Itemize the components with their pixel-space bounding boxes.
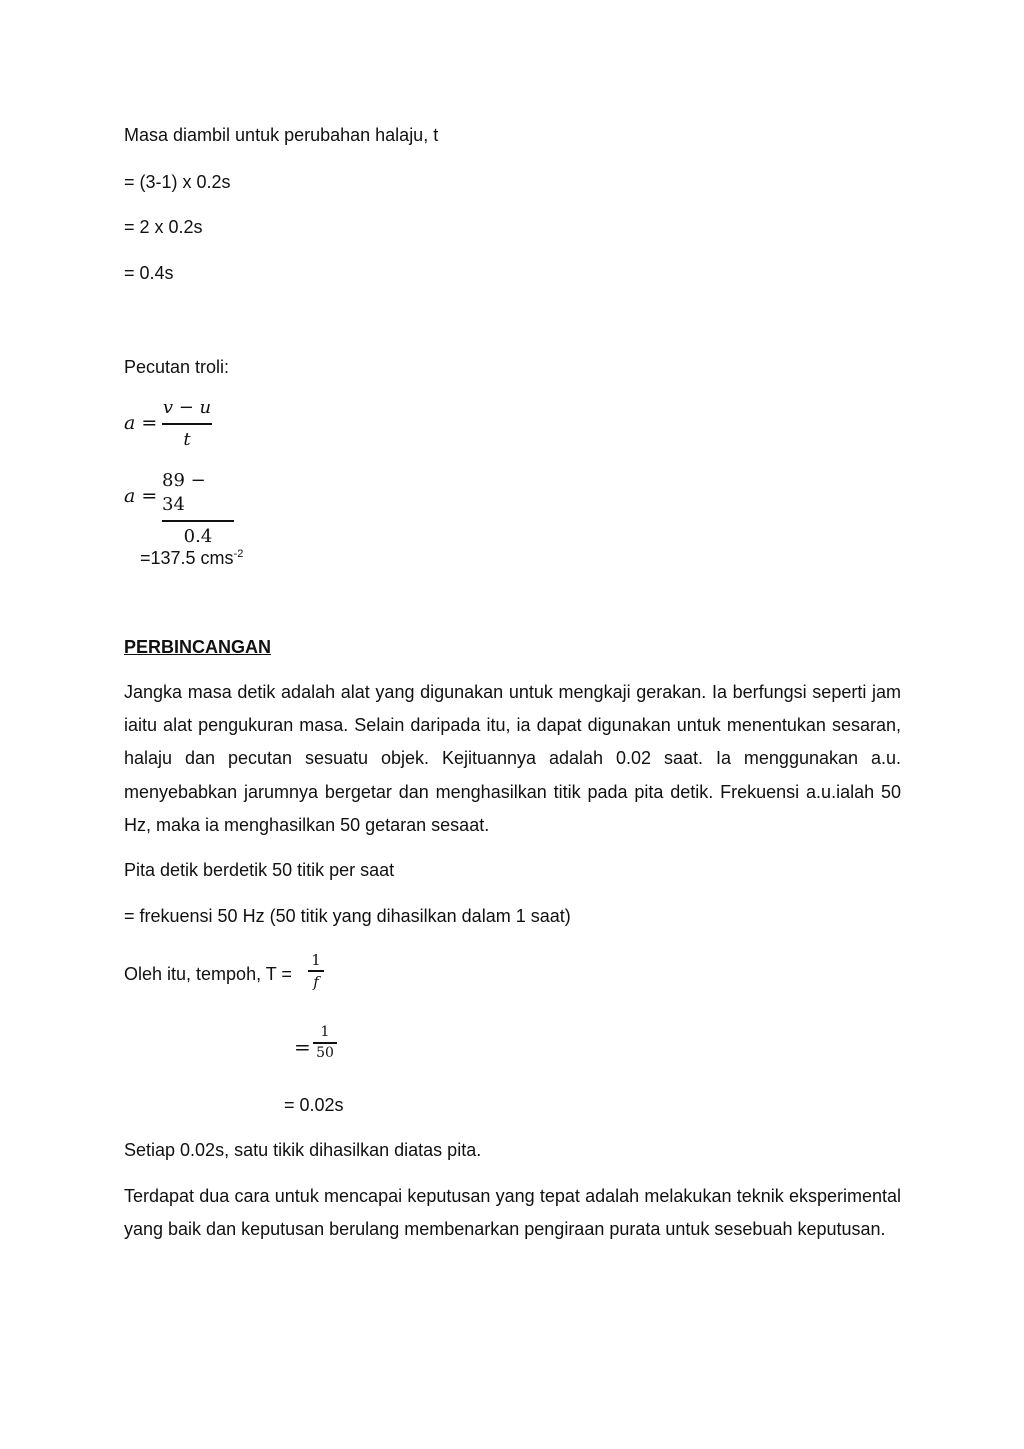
time-step-2: = 2 x 0.2s bbox=[124, 217, 203, 237]
period-fraction-1 bbox=[308, 951, 324, 991]
eq1-fraction bbox=[162, 396, 212, 452]
period-frac1-numerator: 1 bbox=[311, 951, 321, 969]
acceleration-value: =137.5 cms bbox=[140, 548, 234, 568]
eq2-fraction bbox=[162, 469, 234, 549]
period-frac2-numerator: 1 bbox=[320, 1024, 330, 1040]
time-result: = 0.4s bbox=[124, 263, 174, 283]
time-label: Masa diambil untuk perubahan halaju, t bbox=[124, 125, 439, 145]
section-heading: PERBINCANGAN bbox=[124, 637, 272, 657]
period-label: Oleh itu, tempoh, T = bbox=[124, 964, 292, 984]
discussion-paragraph-1: Jangka masa detik adalah alat yang digunakan untuk mengkaji gerakan. Ia berfungsi seperti jam iaitu alat pengukuran masa. Selain daripada itu, ia dapat digunakan untuk menentukan sesaran, halaju dan pecutan sesuatu objek. Kejituannya adalah 0.02 saat. Ia menggunakan a.u. menyebabkan jarumnya bergetar dan menghasilkan titik pada pita detik. Frekuensi a.u.ialah 50 Hz, maka ia menghasilkan 50 getaran sesaat. bbox=[124, 682, 901, 835]
eq1-lhs: a = bbox=[124, 412, 158, 434]
acceleration-exponent: -2 bbox=[233, 548, 244, 560]
frequency-line: = frekuensi 50 Hz (50 titik yang dihasilkan dalam 1 saat) bbox=[124, 906, 571, 926]
period-frac1-denominator: f bbox=[313, 972, 319, 991]
time-step-1: = (3-1) x 0.2s bbox=[124, 172, 231, 192]
ticker-line: Pita detik berdetik 50 titik per saat bbox=[124, 860, 395, 880]
period-result: = 0.02s bbox=[284, 1095, 344, 1115]
period-equals: = bbox=[294, 1035, 311, 1059]
acceleration-label: Pecutan troli: bbox=[124, 357, 230, 377]
eq1-fraction-bar bbox=[162, 423, 212, 425]
eq1-denominator: t bbox=[183, 428, 191, 450]
eq2-lhs: a = bbox=[124, 485, 158, 507]
dot-interval-line: Setiap 0.02s, satu tikik dihasilkan diatas pita. bbox=[124, 1140, 482, 1160]
eq2-fraction-bar bbox=[162, 520, 234, 522]
acceleration-result bbox=[140, 543, 243, 569]
period-frac2-bar bbox=[313, 1042, 337, 1044]
period-frac1-bar bbox=[308, 970, 324, 972]
eq2-numerator: 89 − 34 bbox=[162, 470, 206, 515]
period-frac2-denominator: 50 bbox=[316, 1044, 334, 1061]
discussion-paragraph-2: Terdapat dua cara untuk mencapai keputusan yang tepat adalah melakukan teknik eksperimental yang baik dan keputusan berulang membenarkan pengiraan purata untuk sesebuah keputusan. bbox=[124, 1186, 901, 1240]
period-fraction-2 bbox=[313, 1024, 337, 1062]
eq2-denominator: 0.4 bbox=[183, 525, 213, 547]
eq1-numerator: v − u bbox=[162, 397, 212, 418]
